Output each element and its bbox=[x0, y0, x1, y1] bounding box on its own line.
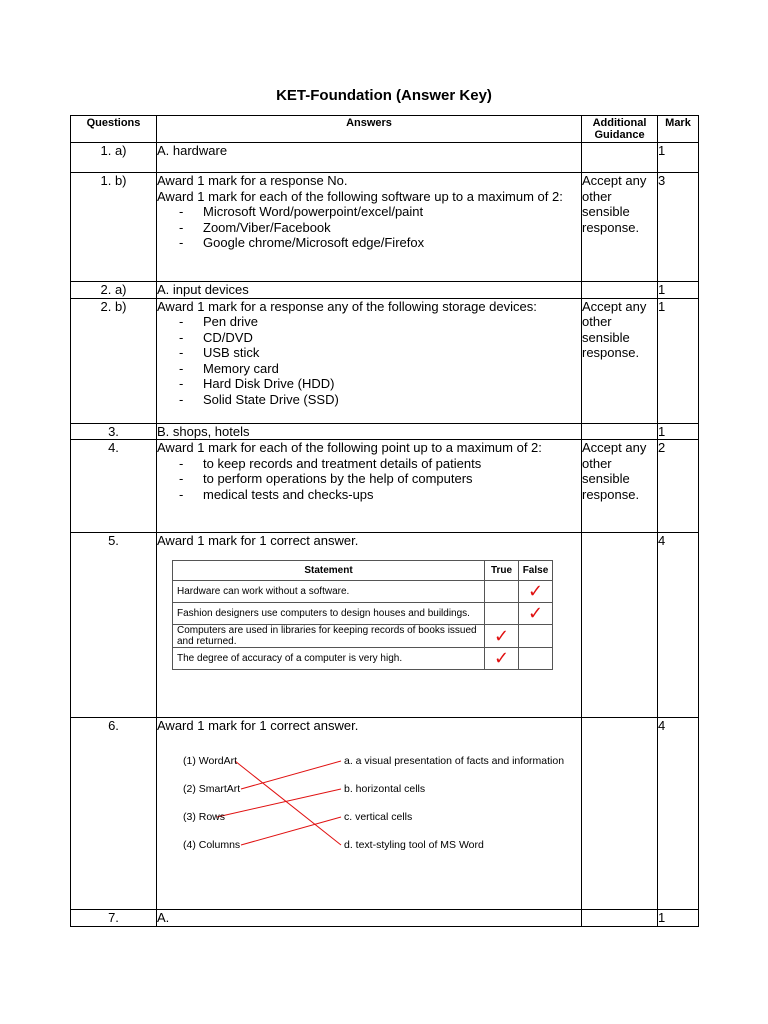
table-row bbox=[173, 602, 553, 624]
answer-cell bbox=[157, 173, 582, 282]
tf-header-true: True bbox=[485, 560, 519, 580]
match-right-item: a. a visual presentation of facts and information bbox=[344, 754, 565, 767]
false-cell bbox=[519, 647, 553, 669]
list-item: - CD/DVD bbox=[157, 330, 581, 346]
mark-value: 4 bbox=[658, 718, 699, 910]
list-item: - Hard Disk Drive (HDD) bbox=[157, 376, 581, 392]
row-7 bbox=[71, 910, 699, 927]
row-2a bbox=[71, 282, 699, 299]
question-number: 4. bbox=[71, 440, 157, 533]
guidance-cell bbox=[582, 533, 658, 718]
mark-value: 1 bbox=[658, 910, 699, 927]
answer-cell bbox=[157, 440, 582, 533]
list-item: - to perform operations by the help of computers bbox=[157, 471, 581, 487]
list-item: - medical tests and checks-ups bbox=[157, 487, 581, 503]
match-right-item: d. text-styling tool of MS Word bbox=[344, 838, 484, 851]
header-mark: Mark bbox=[658, 116, 699, 143]
match-left-item: (2) SmartArt bbox=[183, 782, 241, 795]
answer-cell bbox=[157, 298, 582, 423]
match-right-item: c. vertical cells bbox=[344, 810, 413, 823]
tf-header-false: False bbox=[519, 560, 553, 580]
question-number: 2. a) bbox=[71, 282, 157, 299]
mark-value: 2 bbox=[658, 440, 699, 533]
list-item: - Zoom/Viber/Facebook bbox=[157, 220, 581, 236]
true-cell bbox=[485, 602, 519, 624]
row-5 bbox=[71, 533, 699, 718]
table-row bbox=[173, 647, 553, 669]
tf-header-row bbox=[173, 560, 553, 580]
row-2b bbox=[71, 298, 699, 423]
question-number: 7. bbox=[71, 910, 157, 927]
page-title: KET-Foundation (Answer Key) bbox=[276, 87, 492, 104]
answer-text: A. input devices bbox=[157, 282, 582, 299]
false-cell bbox=[519, 624, 553, 647]
row-6 bbox=[71, 718, 699, 910]
header-row bbox=[71, 116, 699, 143]
true-cell bbox=[485, 580, 519, 602]
question-number: 2. b) bbox=[71, 298, 157, 423]
row-3 bbox=[71, 423, 699, 440]
statement-text: Computers are used in libraries for keeping records of books issued and returned. bbox=[173, 624, 485, 647]
list-item: - Memory card bbox=[157, 361, 581, 377]
row-1b bbox=[71, 173, 699, 282]
question-number: 3. bbox=[71, 423, 157, 440]
header-questions: Questions bbox=[71, 116, 157, 143]
match-right-item: b. horizontal cells bbox=[344, 782, 426, 795]
statement-text: Hardware can work without a software. bbox=[173, 580, 485, 602]
guidance-text: Accept any other sensible response. bbox=[582, 173, 658, 282]
row-4 bbox=[71, 440, 699, 533]
check-mark-icon: ✓ bbox=[493, 625, 510, 646]
false-cell bbox=[519, 602, 553, 624]
guidance-cell bbox=[582, 143, 658, 173]
software-list bbox=[157, 204, 581, 251]
false-cell bbox=[519, 580, 553, 602]
true-cell bbox=[485, 624, 519, 647]
guidance-text: Accept any other sensible response. bbox=[582, 298, 658, 423]
list-item: - to keep records and treatment details of patients bbox=[157, 456, 581, 472]
list-item: - Pen drive bbox=[157, 314, 581, 330]
guidance-cell bbox=[582, 910, 658, 927]
guidance-cell bbox=[582, 282, 658, 299]
storage-device-list bbox=[157, 314, 581, 407]
point-list bbox=[157, 456, 581, 503]
list-item: - USB stick bbox=[157, 345, 581, 361]
question-number: 1. a) bbox=[71, 143, 157, 173]
list-item: - Solid State Drive (SSD) bbox=[157, 392, 581, 408]
mark-value: 1 bbox=[658, 143, 699, 173]
match-connector-line bbox=[241, 817, 341, 845]
list-item: - Google chrome/Microsoft edge/Firefox bbox=[157, 235, 581, 251]
tf-header-statement: Statement bbox=[173, 560, 485, 580]
true-false-table bbox=[172, 560, 553, 670]
true-cell bbox=[485, 647, 519, 669]
mark-value: 1 bbox=[658, 298, 699, 423]
guidance-cell bbox=[582, 423, 658, 440]
answer-text: A. bbox=[157, 910, 582, 927]
match-left-item: (3) Rows bbox=[183, 810, 226, 823]
answer-line: Award 1 mark for 1 correct answer. bbox=[157, 533, 359, 548]
mark-value: 1 bbox=[658, 282, 699, 299]
match-left-item: (4) Columns bbox=[183, 838, 241, 851]
table-row bbox=[173, 580, 553, 602]
question-number: 5. bbox=[71, 533, 157, 718]
guidance-cell bbox=[582, 718, 658, 910]
answer-cell bbox=[157, 718, 582, 910]
question-number: 6. bbox=[71, 718, 157, 910]
answer-line: Award 1 mark for each of the following point up to a maximum of 2: bbox=[157, 440, 542, 455]
answer-text: A. hardware bbox=[157, 143, 582, 173]
guidance-text: Accept any other sensible response. bbox=[582, 440, 658, 533]
header-answers: Answers bbox=[157, 116, 582, 143]
check-mark-icon: ✓ bbox=[493, 648, 510, 668]
match-connector-line bbox=[241, 761, 341, 789]
answer-line: Award 1 mark for a response any of the following storage devices: bbox=[157, 298, 537, 314]
check-mark-icon: ✓ bbox=[527, 581, 544, 601]
match-left-item: (1) WordArt bbox=[183, 754, 238, 767]
question-number: 1. b) bbox=[71, 173, 157, 282]
answer-line: Award 1 mark for each of the following software up to a maximum of 2: bbox=[157, 188, 563, 204]
statement-text: The degree of accuracy of a computer is very high. bbox=[173, 647, 485, 669]
list-item: - Microsoft Word/powerpoint/excel/paint bbox=[157, 204, 581, 220]
answer-line: Award 1 mark for 1 correct answer. bbox=[157, 718, 359, 733]
answer-line: Award 1 mark for a response No. bbox=[157, 173, 348, 188]
answer-cell bbox=[157, 533, 582, 718]
matching-exercise bbox=[175, 746, 575, 871]
mark-value: 4 bbox=[658, 533, 699, 718]
statement-text: Fashion designers use computers to design houses and buildings. bbox=[173, 602, 485, 624]
answer-key-table bbox=[70, 115, 699, 927]
row-1a bbox=[71, 143, 699, 173]
header-guidance: Additional Guidance bbox=[582, 116, 658, 143]
check-mark-icon: ✓ bbox=[527, 603, 544, 623]
mark-value: 1 bbox=[658, 423, 699, 440]
mark-value: 3 bbox=[658, 173, 699, 282]
answer-text: B. shops, hotels bbox=[157, 423, 582, 440]
match-connector-line bbox=[235, 761, 341, 845]
table-row bbox=[173, 624, 553, 647]
